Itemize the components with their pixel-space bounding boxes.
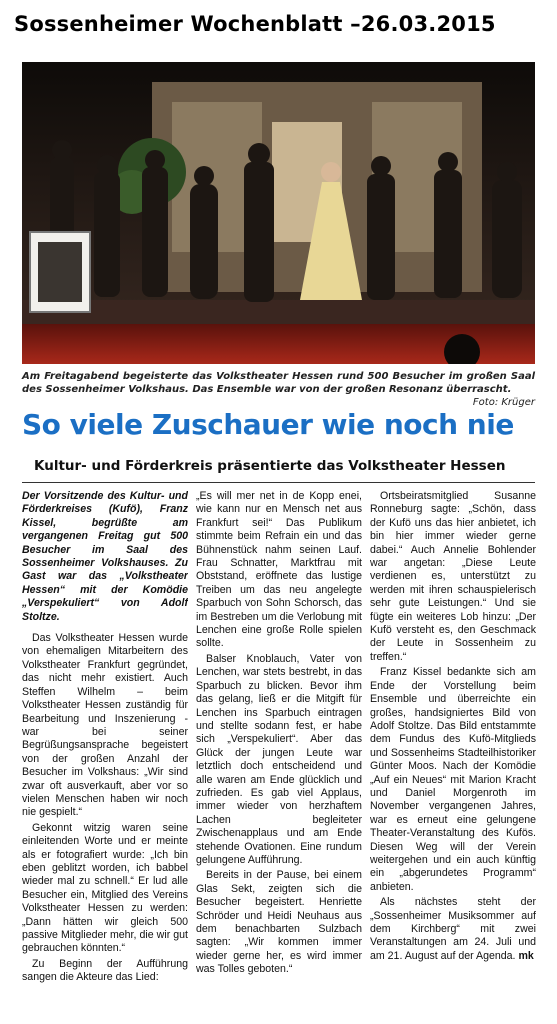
paragraph: „Es will mer net in de Kopp enei, wie kann nur en Mensch net aus Frankfurt sei!“ Das Publikum stimmte beim Refrain ein und das Bühnenstück nahm seinen Lauf. Frau Schnatter, Marktfrau mit Obststand, eröffnete das lustige Treiben um das neu angelegte Sparbuch von Sohn Schorsch, das im Bestreben um die Verlobung mit Lenchen eine große Rolle spielen sollte. (196, 490, 362, 650)
stage-photo-illustration (22, 62, 535, 364)
photo-caption (22, 370, 535, 409)
paragraph: Zu Beginn der Aufführung sangen die Akteure das Lied: (22, 957, 188, 984)
paragraph: Ortsbeiratsmitglied Susanne Ronneburg sagte: „Schön, dass der Kufö uns das hier anbietet, ich bin hier immer wieder gerne dabei.“ Auch Annelie Bohlender war angetan: „Diese Leute verdienen es, unterstützt zu werden mit ihren schauspielerisch sehr gute Leistungen.“ Und sie fügte ein weiteres Lob hinzu: „Der Kufö versteht es, den Geschmack der Leute in Sossenheim zu treffen.“ (370, 490, 536, 663)
divider (22, 482, 535, 483)
paragraph: Das Volkstheater Hessen wurde von ehemaligen Mitarbeitern des Volkstheater Frankfurt gegründet, das nicht mehr existiert. Auch Steffen Wilhelm – beim Volkstheater Hessen zuständig für Bearbeitung und Inszenierung - war bei seiner Begrüßungsansprache begeistert von der großen Anzahl der Besucher im Volkshaus: „Wir sind zwar oft ausverkauft, aber vor so vielen Menschen haben wir noch nie gespielt.“ (22, 632, 188, 819)
paragraph (370, 896, 536, 963)
caption-text: Am Freitagabend begeisterte das Volkstheater Hessen rund 500 Besucher im großen Saal des Sossenheimer Volkshaus. Das Ensemble war von der großen Resonanz überrascht. (22, 371, 535, 395)
stage-photo (22, 62, 535, 364)
paragraph: Bereits in der Pause, bei einem Glas Sekt, zeigten sich die Besucher begeistert. Henriette Schröder und Heidi Neuhaus aus dem benachbarten Sulzbach sagten: „Wir kommen immer wieder gerne her, es wird immer was Tolles geboten.“ (196, 869, 362, 976)
masthead: Sossenheimer Wochenblatt –26.03.2015 (14, 12, 496, 36)
photo-credit: Foto: Krüger (472, 397, 535, 408)
article-column-2 (196, 490, 362, 1010)
paragraph: Gekonnt witzig waren seine einleitenden Worte und er meinte als er fotografiert wurde: „Ich bin eben geblitzt worden, ich babbel wieder mal zu schnell.“ Er lud alle Besucher ein, Mitglied des Vereins Volkstheater Hessen zu werden: „Dann hätten wir gleich 500 passive Mitglieder mehr, die wir gut gebrauchen könnten.“ (22, 821, 188, 955)
article-lead: Der Vorsitzende des Kultur- und Förderkreises (Kufö), Franz Kissel, begrüßte am vergangenen Freitag gut 500 Besucher im Saal des Sossenheimer Volkshauses. Zu Gast war das „Volkstheater Hessen“ mit der Komödie „Verspekuliert“ von Adolf Stoltze. (22, 490, 188, 623)
paragraph-text: Als nächstes steht der „Sossenheimer Musiksommer auf dem Kirchberg“ mit zwei Veranstaltungen am 24. Juli und am 21. August auf der Agenda. (370, 896, 536, 962)
headline: So viele Zuschauer wie noch nie (22, 408, 514, 441)
article-column-1 (22, 490, 188, 1010)
author-signature: mk (518, 949, 534, 962)
article-column-3 (370, 490, 536, 1010)
paragraph: Franz Kissel bedankte sich am Ende der Vorstellung beim Ensemble und überreichte ein großes, handsigniertes Bild von Adolf Stoltze. Das Bild entstammte dem Fundus des Kufö-Mitglieds und Sossenheims Stadteilhistoriker Günter Moos. Nach der Komödie „Auf ein Neues“ mit Marion Kracht und Daniel Morgenroth im November vergangenen Jahres, war es erneut eine gelungene Theater-Veranstaltung des Kufös. Diesen Weg will der Verein weitergehen und ein auch künftig ein „abgerundetes Programm“ anbieten. (370, 666, 536, 893)
paragraph: Balser Knoblauch, Vater von Lenchen, war stets bestrebt, in das Sparbuch zu blicken. Bevor ihm das gelang, ließ er die Mitgift für Lenchen ins Sparbuch eintragen und stellte sodann fest, er habe sich „Verspekuliert“. Aber das Glück der jungen Leute war letztlich doch entscheidend und alle waren am Ende glücklich und zufrieden. Es gab viel Applaus, immer wieder von herzhaftem Lachen begleiteter Zwischenapplaus und am Ende stehende Ovationen. Eine rundum gelungene Aufführung. (196, 652, 362, 866)
subheadline: Kultur- und Förderkreis präsentierte das Volkstheater Hessen (34, 458, 506, 474)
